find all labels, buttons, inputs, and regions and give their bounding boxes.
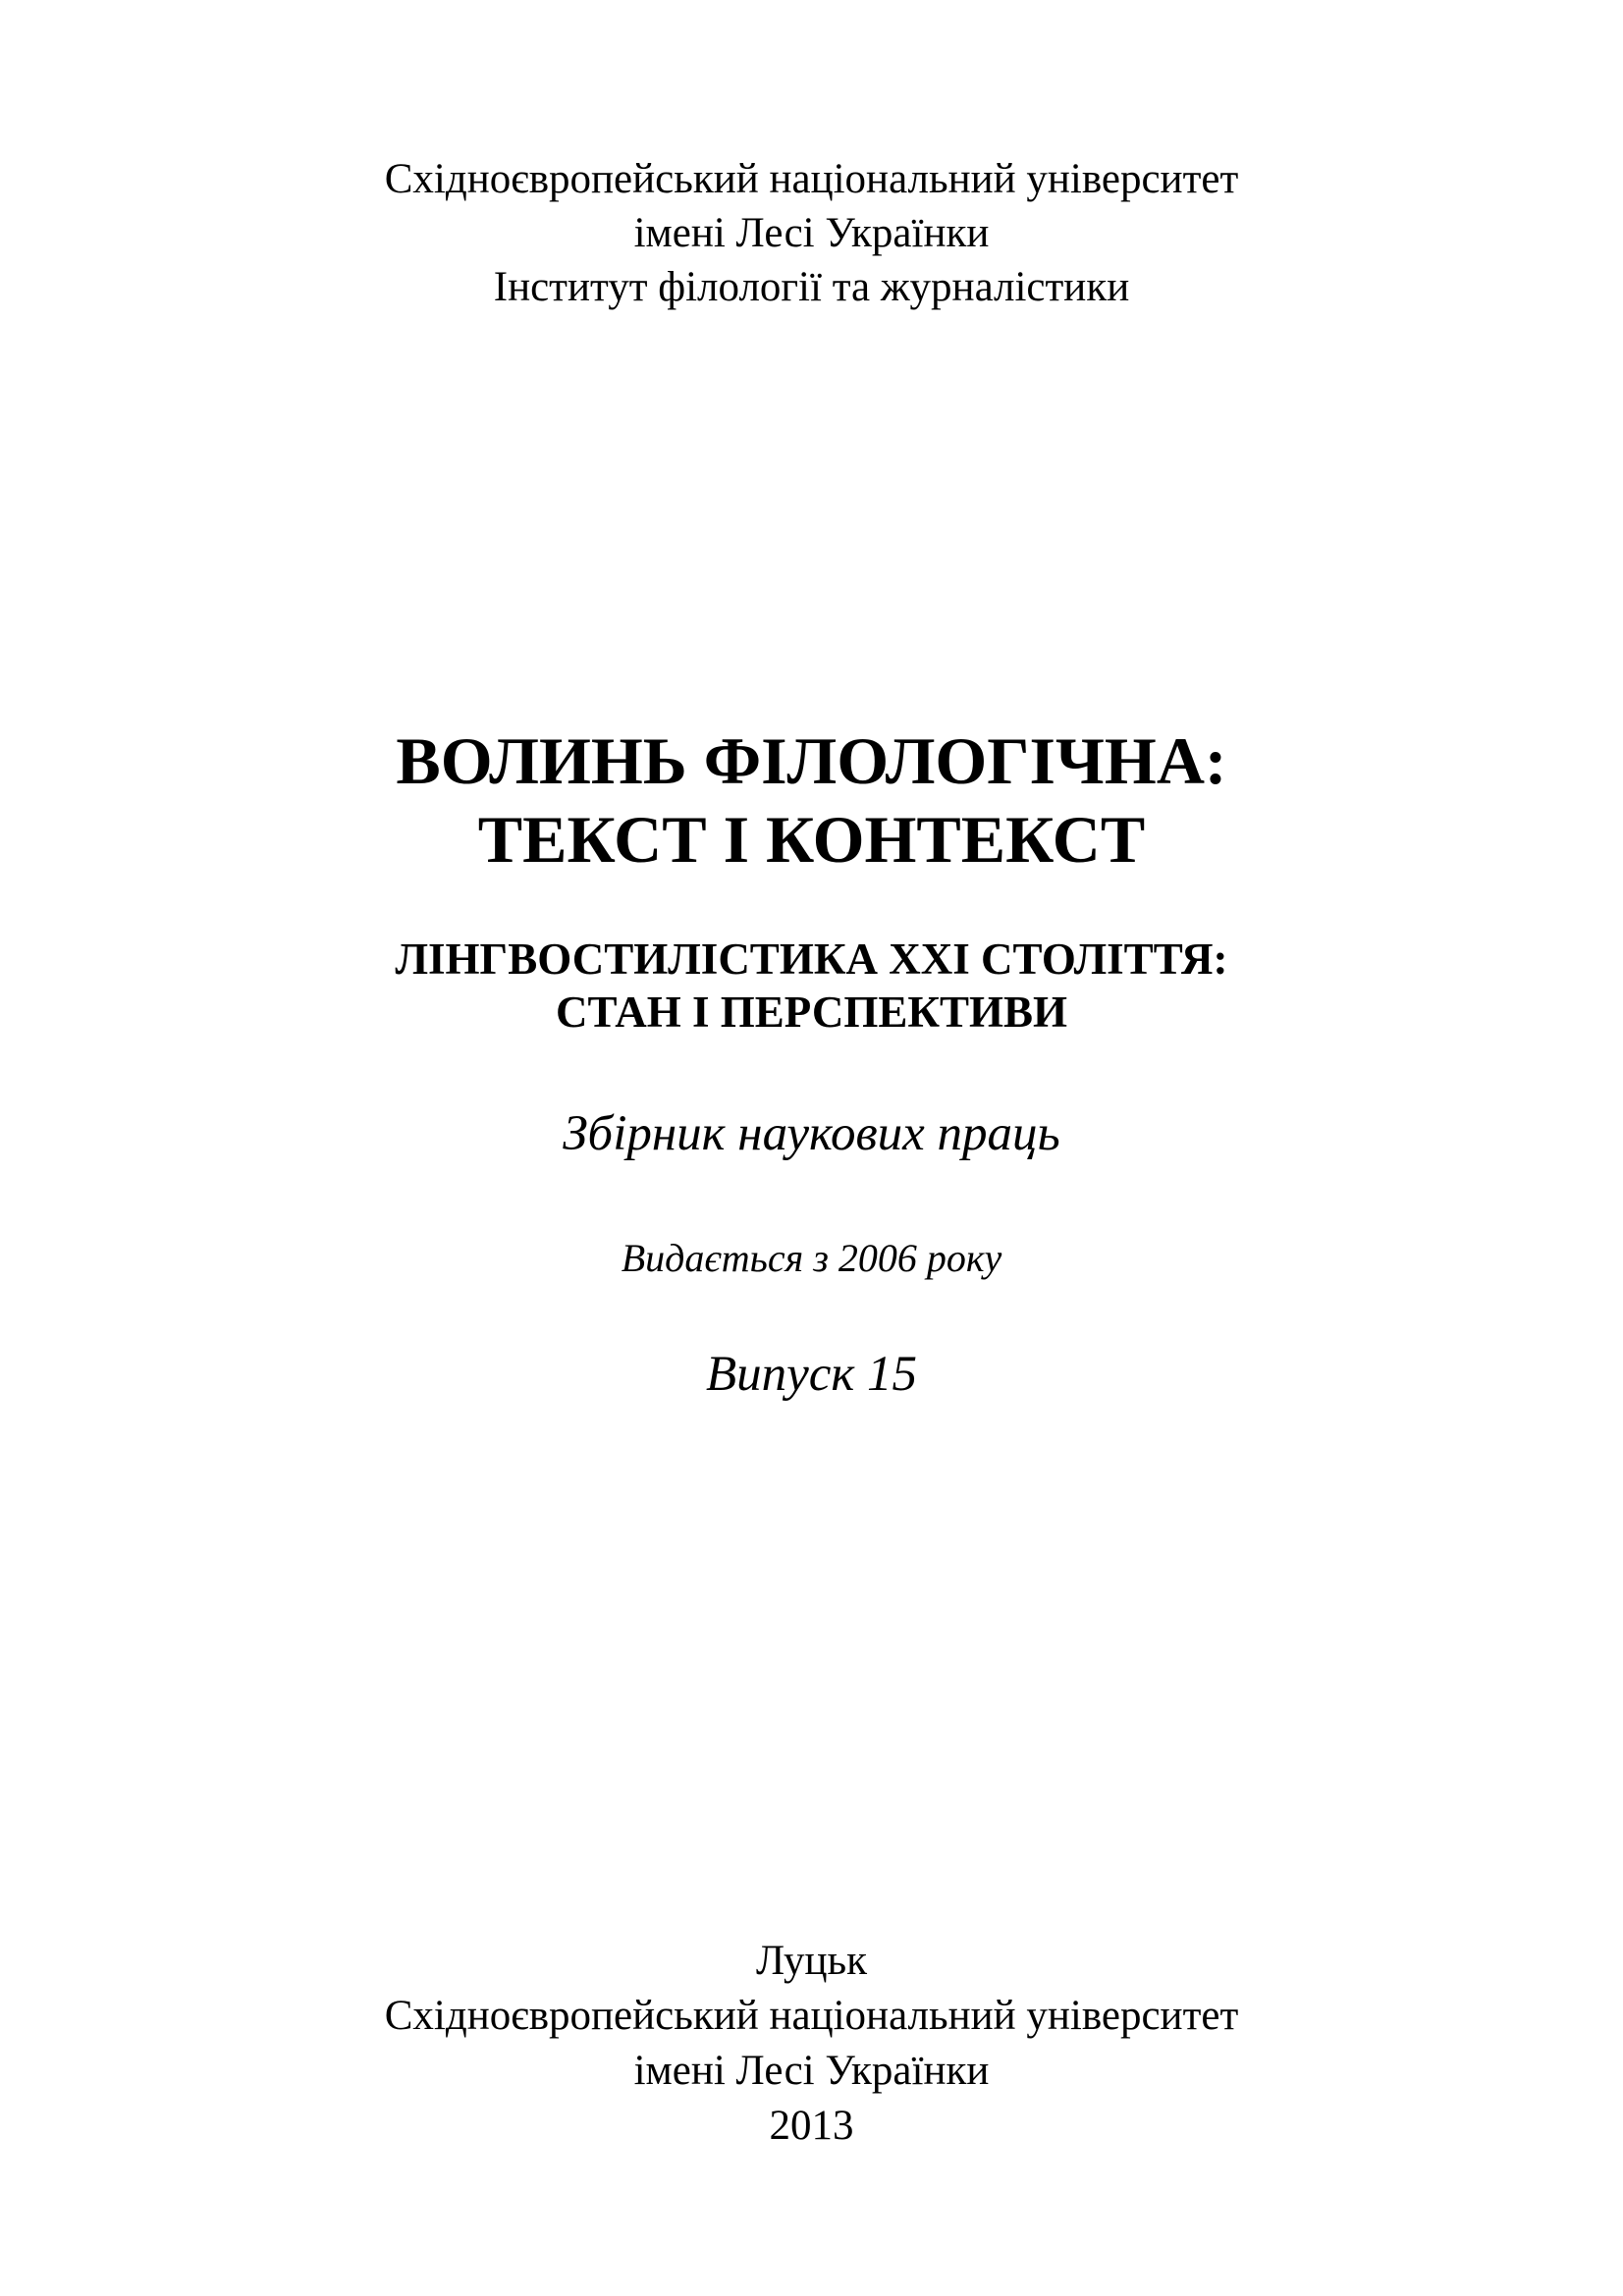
institute-name: Інститут філології та журналістики — [493, 264, 1130, 310]
issue-number: Випуск 15 — [705, 1347, 918, 1402]
subtitle — [0, 933, 1623, 1039]
subtitle-line-2: СТАН І ПЕРСПЕКТИВИ — [555, 988, 1067, 1037]
imprint-publisher-line-2: імені Лесі Українки — [633, 2048, 990, 2094]
institution-header — [0, 152, 1623, 314]
main-title-line-1: ВОЛИНЬ ФІЛОЛОГІЧНА: — [396, 723, 1227, 798]
published-since: Видається з 2006 року — [621, 1236, 1002, 1280]
imprint-city: Луцьк — [755, 1938, 868, 1984]
imprint-year: 2013 — [769, 2103, 854, 2149]
university-name: Східноєвропейський національний університет — [384, 156, 1239, 202]
university-name-dedication: імені Лесі Українки — [633, 210, 990, 256]
main-title-line-2: ТЕКСТ І КОНТЕКСТ — [477, 802, 1146, 877]
subtitle-line-1: ЛІНГВОСТИЛІСТИКА ХХІ СТОЛІТТЯ: — [395, 934, 1228, 984]
main-title — [0, 721, 1623, 879]
collection-type: Збірник наукових праць — [563, 1106, 1060, 1161]
imprint — [0, 1934, 1623, 2154]
imprint-publisher-line-1: Східноєвропейський національний університет — [384, 1993, 1239, 2039]
